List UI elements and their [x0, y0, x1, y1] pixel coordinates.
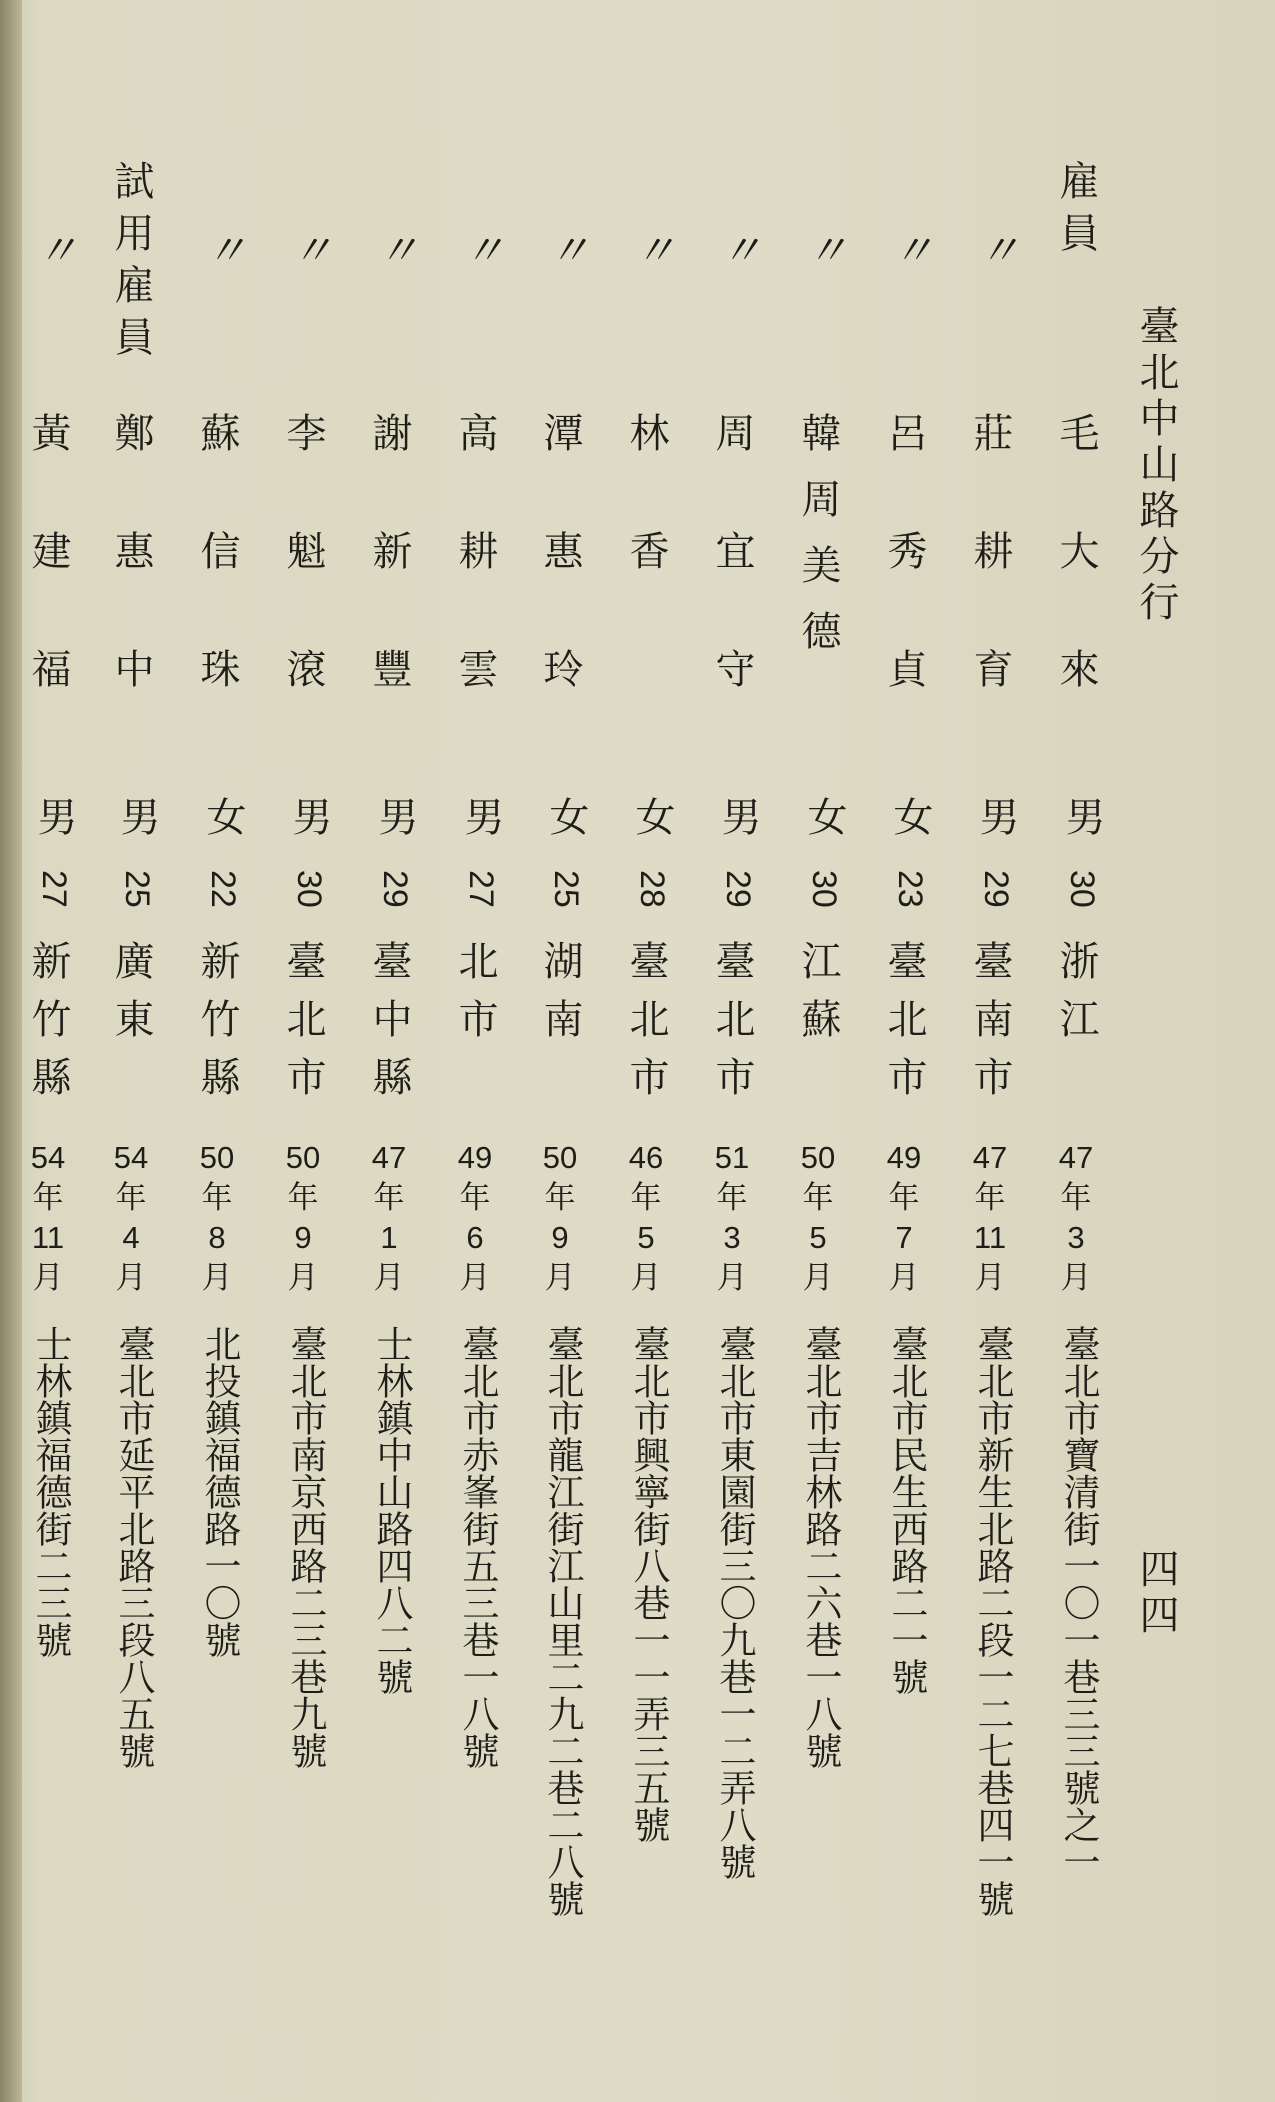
address-text: 士林鎮中山路四八二號: [370, 1325, 413, 1695]
ditto-mark-text: 〃: [628, 228, 677, 270]
month-label: 月: [716, 1260, 748, 1296]
month-label: 月: [544, 1260, 576, 1296]
age-text: 28: [633, 870, 671, 908]
address-text: 臺北市寶清街一〇一巷三三號之一: [1057, 1325, 1100, 1880]
birth-date: [359, 1138, 419, 1298]
employee-name-text: 李魁滾: [280, 412, 326, 766]
address: [187, 1325, 247, 1658]
ditto-mark-text: 〃: [371, 228, 420, 270]
employee-name: [18, 412, 78, 766]
native-place-text: 臺南市: [967, 940, 1013, 1114]
birth-date: [273, 1138, 333, 1298]
table-row: [445, 0, 505, 2102]
native-place: [273, 940, 333, 1114]
table-row: [187, 0, 247, 2102]
employee-name: [273, 412, 333, 766]
birth-date: [702, 1138, 762, 1298]
address: [1046, 1325, 1106, 1880]
birth-date: [530, 1138, 590, 1298]
birth-year: 50: [285, 1140, 321, 1175]
employee-name: [359, 412, 419, 766]
gender: [874, 796, 934, 836]
ditto-mark-text: 〃: [199, 228, 248, 270]
gender-text: 男: [458, 796, 504, 836]
native-place-text: 臺北市: [280, 940, 326, 1114]
age: [273, 870, 333, 908]
gender-text: 男: [372, 796, 418, 836]
address: [359, 1325, 419, 1695]
table-row: [1046, 0, 1106, 2102]
employee-name-text: 謝新豐: [366, 412, 412, 766]
age-text: 30: [1063, 870, 1101, 908]
age: [18, 870, 78, 908]
employee-name: [960, 412, 1020, 766]
age-text: 30: [805, 870, 843, 908]
birth-month: 3: [723, 1220, 741, 1255]
month-label: 月: [287, 1260, 319, 1296]
birth-month: 5: [637, 1220, 655, 1255]
birth-year: 50: [800, 1140, 836, 1175]
age-text: 29: [376, 870, 414, 908]
native-place-text: 臺北市: [709, 940, 755, 1114]
year-label: 年: [1060, 1180, 1092, 1216]
native-place-text: 新竹縣: [194, 940, 240, 1114]
age-text: 30: [290, 870, 328, 908]
year-label: 年: [544, 1180, 576, 1216]
native-place-text: 北市: [452, 940, 498, 1056]
age-text: 27: [35, 870, 73, 908]
year-label: 年: [888, 1180, 920, 1216]
month-label: 月: [32, 1260, 64, 1296]
employee-name: [616, 412, 676, 648]
birth-month: 9: [294, 1220, 312, 1255]
ditto-mark: [18, 228, 78, 270]
ditto-mark: [616, 228, 676, 270]
age: [960, 870, 1020, 908]
year-label: 年: [287, 1180, 319, 1216]
ditto-mark-text: 〃: [542, 228, 591, 270]
age-text: 22: [204, 870, 242, 908]
year-label: 年: [459, 1180, 491, 1216]
age: [874, 870, 934, 908]
address-text: 臺北市龍江街江山里二九二巷二八號: [541, 1325, 584, 1917]
birth-date: [101, 1138, 161, 1298]
branch-header: 臺北中山路分行: [1133, 305, 1179, 627]
gender: [359, 796, 419, 836]
birth-year: 50: [199, 1140, 235, 1175]
gender-text: 男: [715, 796, 761, 836]
birth-date: [187, 1138, 247, 1298]
address-text: 臺北市赤峯街五三巷一八號: [456, 1325, 499, 1769]
employee-name: [101, 412, 161, 766]
address: [445, 1325, 505, 1769]
employee-name-text: 莊耕育: [967, 412, 1013, 766]
birth-date: [874, 1138, 934, 1298]
birth-year: 51: [714, 1140, 750, 1175]
birth-year: 47: [371, 1140, 407, 1175]
month-label: 月: [459, 1260, 491, 1296]
year-label: 年: [115, 1180, 147, 1216]
ditto-mark-text: 〃: [30, 228, 79, 270]
gender-text: 女: [629, 796, 675, 836]
year-label: 年: [373, 1180, 405, 1216]
birth-date: [788, 1138, 848, 1298]
employee-name: [187, 412, 247, 766]
gender-text: 男: [1059, 796, 1105, 836]
native-place-text: 廣東: [108, 940, 154, 1056]
birth-year: 49: [457, 1140, 493, 1175]
gender: [1046, 796, 1106, 836]
employee-name: [445, 412, 505, 766]
native-place: [874, 940, 934, 1114]
age: [359, 870, 419, 908]
birth-month: 11: [31, 1220, 65, 1255]
employee-name-text: 周宜守: [709, 412, 755, 766]
age: [530, 870, 590, 908]
employee-name-text: 鄭惠中: [108, 412, 154, 766]
employee-name-text: 蘇信珠: [194, 412, 240, 766]
month-label: 月: [888, 1260, 920, 1296]
gender: [187, 796, 247, 836]
age: [1046, 870, 1106, 908]
age: [445, 870, 505, 908]
gender: [18, 796, 78, 836]
age-text: 23: [891, 870, 929, 908]
address: [18, 1325, 78, 1658]
native-place: [445, 940, 505, 1056]
ditto-mark-text: 〃: [714, 228, 763, 270]
month-label: 月: [373, 1260, 405, 1296]
native-place: [18, 940, 78, 1114]
employee-name-text: 韓周美德: [795, 412, 841, 676]
table-row: [273, 0, 333, 2102]
month-label: 月: [1060, 1260, 1092, 1296]
birth-month: 5: [809, 1220, 827, 1255]
ditto-mark: [788, 228, 848, 270]
birth-year: 50: [542, 1140, 578, 1175]
table-row: [101, 0, 161, 2102]
month-label: 月: [115, 1260, 147, 1296]
ditto-mark: [960, 228, 1020, 270]
birth-month: 8: [208, 1220, 226, 1255]
native-place: [359, 940, 419, 1114]
month-label: 月: [630, 1260, 662, 1296]
native-place: [1046, 940, 1106, 1056]
address: [530, 1325, 590, 1917]
year-label: 年: [802, 1180, 834, 1216]
ditto-mark-text: 〃: [886, 228, 935, 270]
native-place-text: 湖南: [537, 940, 583, 1056]
gender-text: 男: [114, 796, 160, 836]
ditto-mark: [874, 228, 934, 270]
ditto-mark: [187, 228, 247, 270]
employee-name: [788, 412, 848, 676]
gender-text: 女: [801, 796, 847, 836]
ditto-mark: [445, 228, 505, 270]
gender: [788, 796, 848, 836]
address-text: 臺北市延平北路三段八五號: [112, 1325, 155, 1769]
table-row: [960, 0, 1020, 2102]
birth-month: 3: [1067, 1220, 1085, 1255]
birth-year: 47: [972, 1140, 1008, 1175]
age-text: 25: [547, 870, 585, 908]
ditto-mark: [702, 228, 762, 270]
employee-name-text: 呂秀貞: [881, 412, 927, 766]
table-row: [788, 0, 848, 2102]
native-place: [702, 940, 762, 1114]
age: [187, 870, 247, 908]
month-label: 月: [201, 1260, 233, 1296]
gender: [616, 796, 676, 836]
birth-month: 7: [895, 1220, 913, 1255]
address: [874, 1325, 934, 1695]
ditto-mark-text: 〃: [800, 228, 849, 270]
address: [702, 1325, 762, 1880]
native-place: [187, 940, 247, 1114]
native-place: [788, 940, 848, 1056]
ditto-mark: [359, 228, 419, 270]
address-text: 北投鎮福德路一〇號: [198, 1325, 241, 1658]
gender: [702, 796, 762, 836]
job-title-text: 試用雇員: [108, 160, 154, 368]
birth-date: [1046, 1138, 1106, 1298]
native-place-text: 臺北市: [623, 940, 669, 1114]
native-place-text: 臺中縣: [366, 940, 412, 1114]
native-place: [530, 940, 590, 1056]
native-place-text: 浙江: [1053, 940, 1099, 1056]
birth-year: 54: [113, 1140, 149, 1175]
age-text: 29: [719, 870, 757, 908]
address-text: 士林鎮福德街二三號: [29, 1325, 72, 1658]
year-label: 年: [630, 1180, 662, 1216]
address: [273, 1325, 333, 1769]
gender: [273, 796, 333, 836]
birth-date: [18, 1138, 78, 1298]
job-title: [1046, 160, 1106, 264]
year-label: 年: [974, 1180, 1006, 1216]
age: [101, 870, 161, 908]
address: [616, 1325, 676, 1843]
birth-year: 49: [886, 1140, 922, 1175]
age-text: 29: [977, 870, 1015, 908]
year-label: 年: [716, 1180, 748, 1216]
native-place: [616, 940, 676, 1114]
table-row: [616, 0, 676, 2102]
month-label: 月: [802, 1260, 834, 1296]
employee-name: [702, 412, 762, 766]
gender-text: 男: [973, 796, 1019, 836]
birth-month: 9: [551, 1220, 569, 1255]
ditto-mark: [530, 228, 590, 270]
address: [788, 1325, 848, 1769]
table-row: [359, 0, 419, 2102]
native-place-text: 新竹縣: [25, 940, 71, 1114]
birth-month: 4: [122, 1220, 140, 1255]
employee-name-text: 毛大來: [1053, 412, 1099, 766]
gender-text: 女: [200, 796, 246, 836]
ditto-mark-text: 〃: [972, 228, 1021, 270]
ditto-mark-text: 〃: [285, 228, 334, 270]
page-number: 四四: [1133, 1548, 1179, 1640]
birth-month: 6: [466, 1220, 484, 1255]
address-text: 臺北市新生北路二段一二七巷四一號: [971, 1325, 1014, 1917]
gender-text: 男: [286, 796, 332, 836]
birth-date: [960, 1138, 1020, 1298]
employee-name-text: 潭惠玲: [537, 412, 583, 766]
address-text: 臺北市興寧街八巷一一弄三五號: [627, 1325, 670, 1843]
birth-date: [616, 1138, 676, 1298]
native-place: [960, 940, 1020, 1114]
job-title-text: 雇員: [1053, 160, 1099, 264]
table-row: [530, 0, 590, 2102]
address-text: 臺北市民生西路二一號: [885, 1325, 928, 1695]
address-text: 臺北市東園街三〇九巷一二弄八號: [713, 1325, 756, 1880]
address: [101, 1325, 161, 1769]
employee-name-text: 黃建福: [25, 412, 71, 766]
employee-name: [1046, 412, 1106, 766]
gender-text: 女: [887, 796, 933, 836]
birth-month: 1: [380, 1220, 398, 1255]
year-label: 年: [32, 1180, 64, 1216]
table-row: [18, 0, 78, 2102]
birth-year: 54: [30, 1140, 66, 1175]
native-place: [101, 940, 161, 1056]
gender-text: 女: [543, 796, 589, 836]
job-title: [101, 160, 161, 368]
address-text: 臺北市吉林路二六巷一八號: [799, 1325, 842, 1769]
gender: [530, 796, 590, 836]
employee-name-text: 林香: [623, 412, 669, 648]
native-place-text: 臺北市: [881, 940, 927, 1114]
gender: [960, 796, 1020, 836]
age: [788, 870, 848, 908]
age-text: 27: [462, 870, 500, 908]
birth-month: 11: [973, 1220, 1007, 1255]
address: [960, 1325, 1020, 1917]
age: [702, 870, 762, 908]
birth-year: 47: [1058, 1140, 1094, 1175]
address-text: 臺北市南京西路二三巷九號: [284, 1325, 327, 1769]
month-label: 月: [974, 1260, 1006, 1296]
birth-date: [445, 1138, 505, 1298]
table-row: [874, 0, 934, 2102]
table-row: [702, 0, 762, 2102]
age-text: 25: [118, 870, 156, 908]
employee-name: [874, 412, 934, 766]
ditto-mark: [273, 228, 333, 270]
gender-text: 男: [31, 796, 77, 836]
birth-year: 46: [628, 1140, 664, 1175]
year-label: 年: [201, 1180, 233, 1216]
employee-name-text: 高耕雲: [452, 412, 498, 766]
native-place-text: 江蘇: [795, 940, 841, 1056]
employee-name: [530, 412, 590, 766]
gender: [101, 796, 161, 836]
ditto-mark-text: 〃: [457, 228, 506, 270]
gender: [445, 796, 505, 836]
age: [616, 870, 676, 908]
